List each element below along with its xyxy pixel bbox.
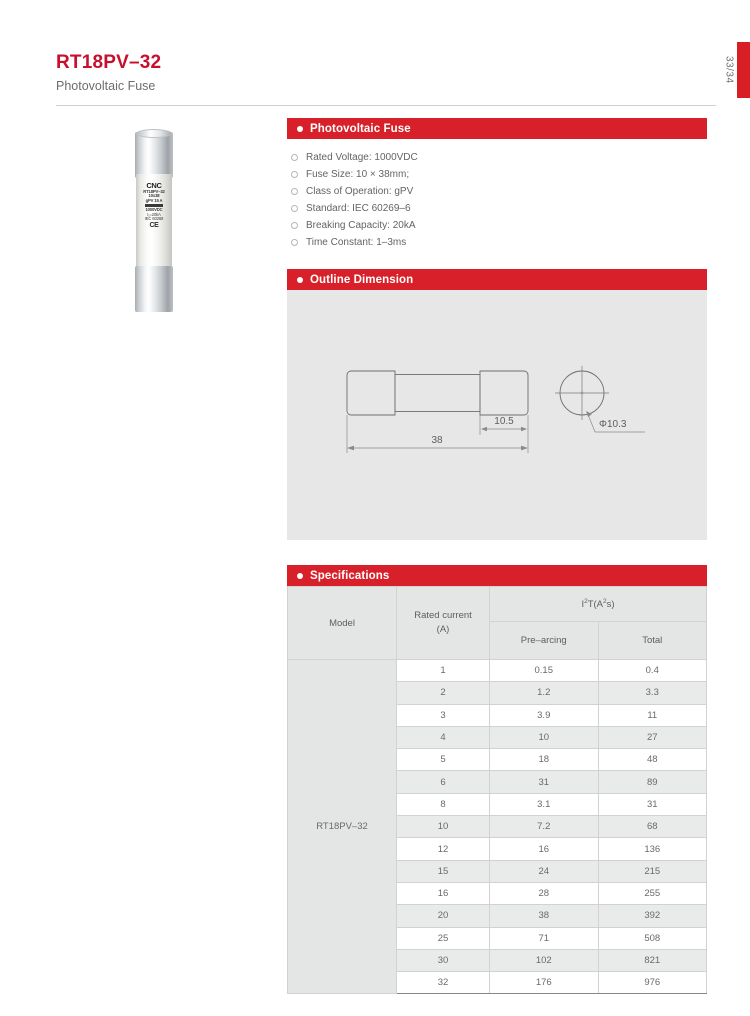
cell-rated-current: 15 bbox=[397, 860, 490, 882]
cell-pre-arcing: 3.1 bbox=[490, 793, 599, 815]
page-tab-marker bbox=[737, 42, 750, 98]
cell-pre-arcing: 10 bbox=[490, 726, 599, 748]
cell-total: 508 bbox=[598, 927, 707, 949]
cell-pre-arcing: 7.2 bbox=[490, 816, 599, 838]
section-outline-dimension bbox=[287, 269, 707, 540]
cell-total: 0.4 bbox=[598, 660, 707, 682]
fuse-illustration bbox=[135, 132, 173, 312]
outline-drawing bbox=[287, 290, 707, 540]
cell-pre-arcing: 28 bbox=[490, 882, 599, 904]
cell-model: RT18PV–32 bbox=[288, 660, 397, 994]
cell-pre-arcing: 1.2 bbox=[490, 682, 599, 704]
feature-text: Rated Voltage: 1000VDC bbox=[306, 152, 418, 163]
cell-total: 27 bbox=[598, 726, 707, 748]
diamond-bullet-icon bbox=[291, 171, 298, 178]
section-header-outline bbox=[287, 269, 707, 290]
cell-pre-arcing: 176 bbox=[490, 972, 599, 994]
page-subtitle: Photovoltaic Fuse bbox=[56, 78, 156, 93]
fuse-body bbox=[136, 174, 172, 272]
rated-current-line-1: Rated current bbox=[414, 609, 472, 621]
page-number: 33/34 bbox=[723, 56, 735, 84]
cell-rated-current: 30 bbox=[397, 949, 490, 971]
diamond-bullet-icon bbox=[291, 205, 298, 212]
cell-rated-current: 20 bbox=[397, 905, 490, 927]
cell-pre-arcing: 24 bbox=[490, 860, 599, 882]
feature-list bbox=[287, 149, 707, 251]
column-header-rated-current bbox=[397, 587, 490, 660]
cell-total: 976 bbox=[598, 972, 707, 994]
section-title-features: Photovoltaic Fuse bbox=[310, 122, 411, 135]
cell-rated-current: 3 bbox=[397, 704, 490, 726]
diamond-bullet-icon bbox=[291, 239, 298, 246]
cell-pre-arcing: 102 bbox=[490, 949, 599, 971]
ce-mark-icon: CE bbox=[149, 222, 159, 230]
cell-total: 89 bbox=[598, 771, 707, 793]
section-header-specifications bbox=[287, 565, 707, 586]
cell-rated-current: 16 bbox=[397, 882, 490, 904]
fuse-cap-top bbox=[135, 132, 173, 178]
rated-current-line-2: (A) bbox=[436, 624, 450, 635]
cell-total: 215 bbox=[598, 860, 707, 882]
dim-total-length-label: 38 bbox=[431, 435, 443, 446]
section-header-features bbox=[287, 118, 707, 139]
diamond-bullet-icon bbox=[291, 188, 298, 195]
cell-total: 255 bbox=[598, 882, 707, 904]
cell-rated-current: 5 bbox=[397, 749, 490, 771]
table-body bbox=[288, 660, 707, 994]
diamond-bullet-icon bbox=[291, 222, 298, 229]
cell-rated-current: 25 bbox=[397, 927, 490, 949]
fuse-label-breaking: I₁=20kA bbox=[147, 211, 161, 217]
section-title-outline: Outline Dimension bbox=[310, 273, 414, 286]
bullet-dot-icon bbox=[297, 277, 303, 283]
bullet-dot-icon bbox=[297, 126, 303, 132]
cell-total: 31 bbox=[598, 793, 707, 815]
list-item bbox=[291, 234, 707, 251]
cell-pre-arcing: 31 bbox=[490, 771, 599, 793]
cell-pre-arcing: 0.15 bbox=[490, 660, 599, 682]
list-item bbox=[291, 166, 707, 183]
list-item bbox=[291, 200, 707, 217]
table-header bbox=[288, 587, 707, 660]
cell-rated-current: 2 bbox=[397, 682, 490, 704]
cell-rated-current: 10 bbox=[397, 816, 490, 838]
cell-rated-current: 6 bbox=[397, 771, 490, 793]
fuse-cap-bottom bbox=[135, 266, 173, 312]
page-header bbox=[56, 52, 676, 94]
bullet-dot-icon bbox=[297, 573, 303, 579]
cell-total: 136 bbox=[598, 838, 707, 860]
fuse-label-model: RT18PV–32 bbox=[143, 188, 165, 195]
column-header-model: Model bbox=[288, 587, 397, 660]
column-header-total: Total bbox=[598, 622, 707, 660]
product-photo bbox=[118, 128, 190, 318]
cell-total: 3.3 bbox=[598, 682, 707, 704]
feature-text: Fuse Size: 10 × 38mm; bbox=[306, 169, 410, 180]
cell-pre-arcing: 18 bbox=[490, 749, 599, 771]
fuse-label-voltage: 1000VDC bbox=[145, 206, 163, 213]
cell-pre-arcing: 3.9 bbox=[490, 704, 599, 726]
list-item bbox=[291, 183, 707, 200]
fuse-label bbox=[139, 182, 169, 230]
table-header-row-1 bbox=[288, 587, 707, 622]
cell-pre-arcing: 38 bbox=[490, 905, 599, 927]
table-row bbox=[288, 660, 707, 682]
section-specifications bbox=[287, 565, 707, 994]
cell-rated-current: 4 bbox=[397, 726, 490, 748]
diamond-bullet-icon bbox=[291, 154, 298, 161]
section-title-specifications: Specifications bbox=[310, 569, 390, 582]
fuse-label-size: 10x38 bbox=[148, 193, 160, 199]
cell-rated-current: 12 bbox=[397, 838, 490, 860]
dim-cap-length-label: 10.5 bbox=[494, 416, 514, 427]
i2t-superscript-2: 2 bbox=[603, 597, 607, 605]
page-title: RT18PV–32 bbox=[56, 52, 162, 73]
cell-total: 11 bbox=[598, 704, 707, 726]
fuse-brand-logo: CNC bbox=[146, 181, 162, 190]
list-item bbox=[291, 217, 707, 234]
cell-total: 48 bbox=[598, 749, 707, 771]
feature-text: Breaking Capacity: 20kA bbox=[306, 220, 416, 231]
section-photovoltaic-fuse bbox=[287, 118, 707, 251]
fuse-cap-top-face bbox=[136, 129, 172, 138]
cell-rated-current: 1 bbox=[397, 660, 490, 682]
cell-rated-current: 8 bbox=[397, 793, 490, 815]
cell-total: 392 bbox=[598, 905, 707, 927]
feature-text: Class of Operation: gPV bbox=[306, 186, 414, 197]
cell-pre-arcing: 71 bbox=[490, 927, 599, 949]
feature-text: Time Constant: 1–3ms bbox=[306, 237, 407, 248]
fuse-label-standard: IEC 60269 bbox=[144, 215, 164, 222]
dim-diameter-label: Φ10.3 bbox=[599, 419, 627, 430]
feature-text: Standard: IEC 60269–6 bbox=[306, 203, 411, 214]
cell-total: 68 bbox=[598, 816, 707, 838]
column-header-i2t: $I^2T(A^2s)$ bbox=[490, 587, 707, 622]
specifications-table bbox=[287, 586, 707, 994]
cell-total: 821 bbox=[598, 949, 707, 971]
cell-rated-current: 32 bbox=[397, 972, 490, 994]
list-item bbox=[291, 149, 707, 166]
column-header-pre-arcing: Pre–arcing bbox=[490, 622, 599, 660]
i2t-superscript-1: 2 bbox=[584, 597, 588, 605]
cell-pre-arcing: 16 bbox=[490, 838, 599, 860]
dimension-drawing-svg bbox=[287, 290, 707, 540]
fuse-label-rating: gPV 15 A bbox=[145, 197, 163, 203]
header-divider bbox=[56, 105, 716, 106]
